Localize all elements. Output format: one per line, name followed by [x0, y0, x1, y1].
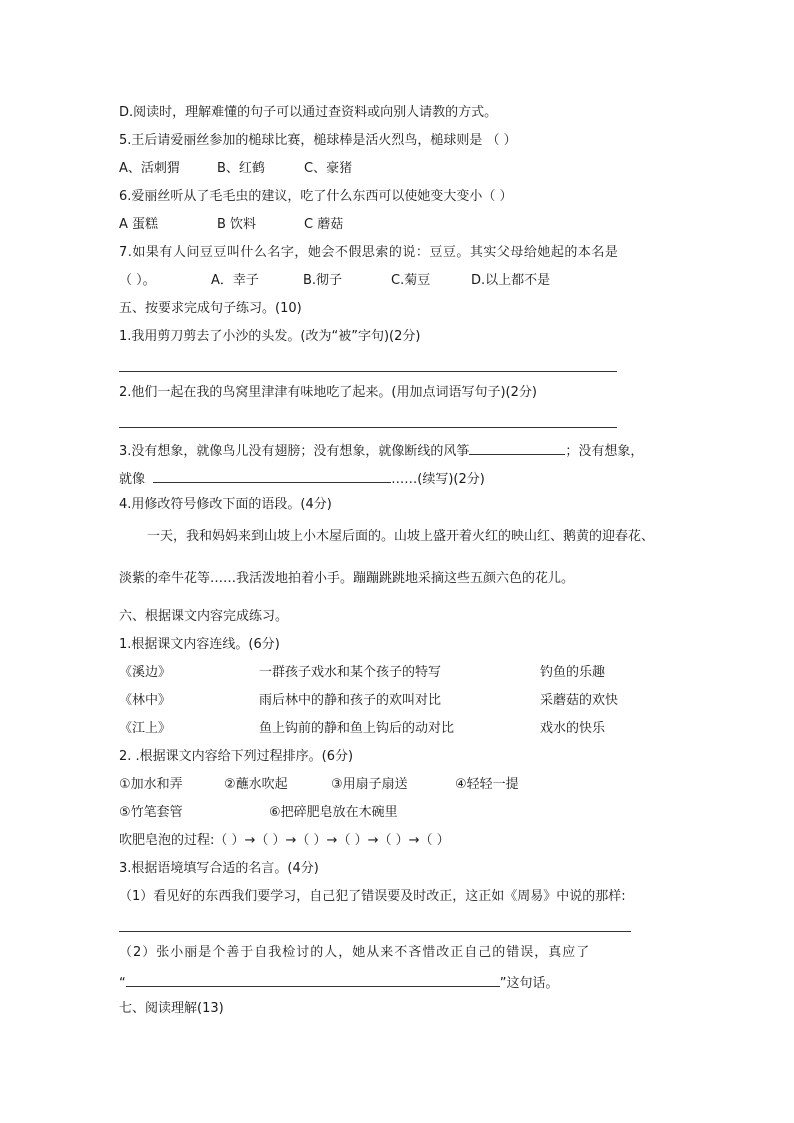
- s6-q3-open-quote: “: [119, 976, 126, 991]
- match-desc-2[interactable]: 雨后林中的静和孩子的欢叫对比: [259, 693, 442, 708]
- s5-q3-line2: [119, 468, 485, 489]
- s5-q4-paragraph-line1: 一天，我和妈妈来到山坡上小木屋后面的。山坡上盛开着火红的映山红、鹅黄的迎春花、: [147, 529, 655, 544]
- q6-option-b: B 饮料: [217, 217, 257, 232]
- q4-option-d: D.阅读时，理解难懂的句子可以通过查资料或向别人请教的方式。: [119, 105, 498, 120]
- s6-q3-stem: 3.根据语境填写合适的名言。(4分): [119, 861, 319, 876]
- q6-option-a: A 蛋糕: [119, 217, 159, 232]
- match-title-2[interactable]: 《林中》: [119, 693, 172, 708]
- process-item-6: ⑥把碎肥皂放在木碗里: [269, 805, 398, 820]
- match-theme-3[interactable]: 戏水的快乐: [540, 721, 606, 736]
- match-title-3[interactable]: 《江上》: [119, 721, 172, 736]
- q5-option-b: B、红鹤: [217, 161, 265, 176]
- match-theme-2[interactable]: 采蘑菇的欢快: [540, 693, 619, 708]
- q7-option-d: D.以上都不是: [471, 273, 551, 288]
- q5-option-c: C、豪猪: [304, 161, 353, 176]
- q5-stem: 5.王后请爱丽丝参加的槌球比赛，槌球棒是活火烈鸟，槌球则是 （ ）: [119, 133, 517, 148]
- q7-option-a: A．幸子: [211, 273, 259, 288]
- process-item-1: ①加水和弄: [119, 777, 183, 792]
- s5-q3-part2: ；没有想象，: [565, 444, 644, 459]
- q7-option-c: C.菊豆: [391, 273, 431, 288]
- process-item-3: ③用扇子扇送: [331, 777, 408, 792]
- s6-q3-p1-answer-line[interactable]: [119, 931, 631, 932]
- q6-stem: 6.爱丽丝听从了毛毛虫的建议，吃了什么东西可以使她变大变小（ ）: [119, 189, 513, 204]
- s6-q3-p2-blank[interactable]: [126, 972, 500, 987]
- q7-option-b: B.彻子: [303, 273, 343, 288]
- s6-q3-p2a: （2）张小丽是个善于自我检讨的人，她从来不吝惜改正自己的错误，真应了: [119, 945, 591, 960]
- s5-q3-part3: 就像: [119, 472, 146, 487]
- s5-q1-answer-line[interactable]: [119, 371, 617, 372]
- s5-q3-blank1[interactable]: [469, 440, 565, 455]
- s5-q3-line1: [119, 440, 643, 461]
- s5-q3-part4: ……(续写)(2分): [391, 472, 485, 487]
- s6-q3-p2b: [119, 972, 559, 993]
- process-item-5: ⑤竹笔套管: [119, 805, 183, 820]
- s5-q3-part1: 3.没有想象，就像鸟儿没有翅膀；没有想象，就像断线的风筝: [119, 444, 470, 459]
- match-desc-1[interactable]: 一群孩子戏水和某个孩子的特写: [259, 665, 442, 680]
- match-title-1[interactable]: 《溪边》: [119, 665, 172, 680]
- q7-bracket: （ ）。: [119, 273, 156, 288]
- process-item-4: ④轻轻一提: [455, 777, 519, 792]
- q5-option-a: A、活刺猬: [119, 161, 180, 176]
- match-theme-1[interactable]: 钓鱼的乐趣: [540, 665, 606, 680]
- s6-q1-stem: 1.根据课文内容连线。(6分): [119, 637, 280, 652]
- s5-q3-blank2[interactable]: [153, 468, 391, 483]
- s6-q2-stem: 2. .根据课文内容给下列过程排序。(6分): [119, 749, 354, 764]
- s6-q3-close-quote: ”这句话。: [499, 976, 559, 991]
- section5-title: 五、按要求完成句子练习。(10): [119, 301, 302, 316]
- section6-title: 六、根据课文内容完成练习。: [119, 609, 289, 624]
- s5-q2-stem: 2.他们一起在我的鸟窝里津津有味地吃了起来。(用加点词语写句子)(2分): [119, 385, 537, 400]
- q6-option-c: C 蘑菇: [304, 217, 344, 232]
- s5-q1-stem: 1.我用剪刀剪去了小沙的头发。(改为“被”字句)(2分): [119, 329, 421, 344]
- section7-title: 七、阅读理解(13): [119, 1001, 224, 1016]
- process-item-2: ②蘸水吹起: [224, 777, 288, 792]
- match-desc-3[interactable]: 鱼上钩前的静和鱼上钩后的动对比: [259, 721, 455, 736]
- s6-q3-p1: （1）看见好的东西我们要学习，自己犯了错误要及时改正，这正如《周易》中说的那样:: [119, 889, 626, 904]
- s5-q4-paragraph-line2: 淡紫的牵牛花等……我活泼地拍着小手。蹦蹦跳跳地采摘这些五颜六色的花儿。: [119, 571, 575, 586]
- s5-q2-answer-line[interactable]: [119, 427, 617, 428]
- s5-q4-stem: 4.用修改符号修改下面的语段。(4分): [119, 497, 332, 512]
- q7-stem: 7.如果有人问豆豆叫什么名字，她会不假思索的说：豆豆。其实父母给她起的本名是: [119, 245, 619, 260]
- s6-q2-process-sequence[interactable]: 吹肥皂泡的过程:（ ）→（ ）→（ ）→（ ）→（ ）→（ ）: [119, 833, 450, 848]
